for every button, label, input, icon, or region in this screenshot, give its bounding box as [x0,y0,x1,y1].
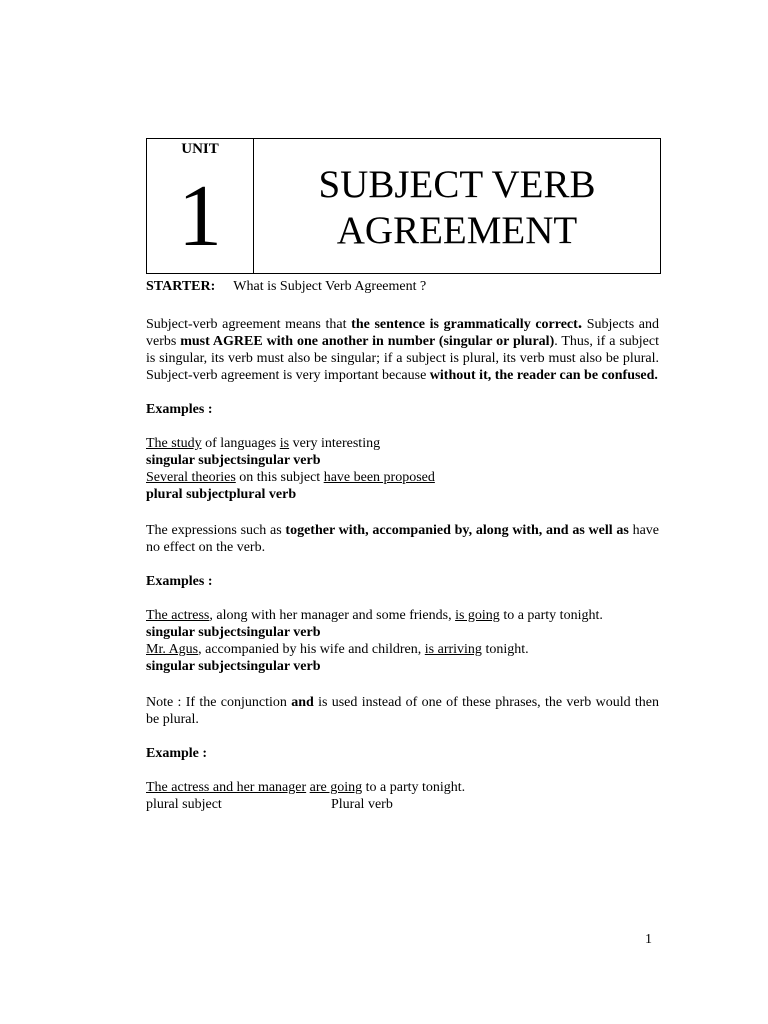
subject-label: singular subject [146,453,242,468]
para1-bold-period: . [577,313,583,332]
unit-number: 1 [178,168,222,265]
example-labels [146,658,659,675]
note-text-1: Note : If the conjunction [146,695,292,710]
examples-heading-2: Examples : [146,574,213,589]
definition-paragraph [146,314,659,384]
verb-label: plural verb [228,487,297,502]
example-text: of languages [201,436,280,451]
example-heading-3: Example : [146,746,208,761]
para1-bold-2: must AGREE with one another in number (singular or plural) [180,334,555,349]
para2-text-2: have no effect on the verb. [146,523,660,555]
subject-label: plural subject [146,797,222,812]
subject-label: plural subject [146,487,229,502]
example-verb: is [279,436,290,451]
example-verb: are going [309,780,363,795]
para1-text-3: . Thus, if a subject is singular, its verb must also be singular; if a subject is plural, its verb must also be plural. Subject-verb agreement is very important because [146,334,659,383]
note-paragraph [146,694,659,728]
examples-block-2 [146,607,659,675]
para2-bold-1: together with, accompanied by, along with, and as well as [285,523,629,538]
example-subject: Several theories [146,470,236,485]
example-sentence [146,641,659,658]
unit-header-box [146,138,661,274]
unit-title-line-2: AGREEMENT [336,209,578,252]
starter-line [146,278,659,295]
example-text: to a party tonight. [362,780,466,795]
example-subject: The study [146,436,202,451]
subject-label: singular subject [146,659,242,674]
example-block-3 [146,779,659,813]
note-text-2: is used instead of one of these phrases, the verb would then be plural. [146,695,659,727]
starter-question: What is Subject Verb Agreement ? [233,279,427,294]
example-sentence [146,779,659,796]
example-verb: is arriving [424,642,482,657]
example-text: on this subject [235,470,324,485]
example-verb: is going [455,608,500,623]
verb-label: singular verb [241,625,321,640]
starter-label: STARTER: [146,279,216,294]
verb-label: Plural verb [331,797,393,812]
unit-label: UNIT [181,141,219,157]
verb-label: singular verb [241,453,321,468]
para1-bold-1: the sentence is grammatically correct [351,317,578,332]
example-text: tonight. [481,642,529,657]
example-labels [146,452,659,469]
example-text: , accompanied by his wife and children, [198,642,425,657]
example-verb: have been proposed [323,470,435,485]
examples-heading-1: Examples : [146,402,213,417]
document-page [146,138,659,813]
example-subject: The actress [146,608,210,623]
example-subject: Mr. Agus [146,642,199,657]
unit-title [254,139,660,273]
example-labels [146,624,659,641]
unit-title-line-1: SUBJECT VERB [318,163,596,206]
para2-text-1: The expressions such as [146,523,286,538]
para1-text-1: Subject-verb agreement means that [146,317,352,332]
verb-label: singular verb [241,659,321,674]
subject-label: singular subject [146,625,242,640]
example-text: to a party tonight. [499,608,603,623]
para1-text-2: Subjects and verbs [146,317,659,349]
note-bold: and [291,695,314,710]
example-text: , along with her manager and some friends, [209,608,456,623]
example-labels [146,486,659,503]
example-sentence [146,607,659,624]
example-subject: The actress and her manager [146,780,307,795]
expressions-paragraph [146,522,659,556]
example-labels [146,796,659,813]
para1-bold-3: without it, the reader can be confused. [429,368,658,383]
unit-cell [147,139,254,273]
page-number: 1 [645,932,652,947]
examples-block-1 [146,435,659,503]
example-sentence [146,435,659,452]
example-sentence [146,469,659,486]
example-text: very interesting [289,436,381,451]
